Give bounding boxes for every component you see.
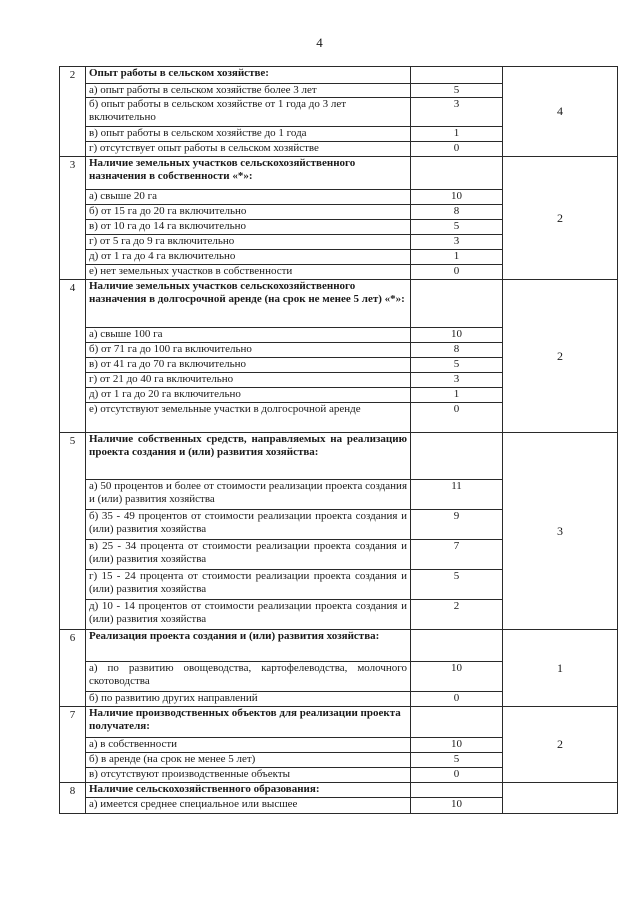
points-value: 11 <box>411 480 503 510</box>
points-value: 0 <box>411 142 503 157</box>
section-header-row <box>60 630 618 662</box>
criterion-text: д) от 1 га до 20 га включительно <box>86 388 411 403</box>
points-value: 5 <box>411 84 503 98</box>
criterion-text: е) нет земельных участков в собственности <box>86 265 411 280</box>
criterion-text: в) отсутствуют производственные объекты <box>86 768 411 783</box>
points-value: 9 <box>411 510 503 540</box>
points-value: 10 <box>411 662 503 692</box>
points-cell <box>411 707 503 738</box>
section-number: 7 <box>60 707 86 783</box>
section-header-row <box>60 157 618 190</box>
section-number: 6 <box>60 630 86 707</box>
criterion-text: а) по развитию овощеводства, картофелеводства, молочного скотоводства <box>86 662 411 692</box>
criterion-text: б) от 71 га до 100 га включительно <box>86 343 411 358</box>
weight-cell: 1 <box>503 630 618 707</box>
points-cell <box>411 783 503 798</box>
points-value: 5 <box>411 358 503 373</box>
points-value: 3 <box>411 98 503 127</box>
points-value: 3 <box>411 373 503 388</box>
section-title: Наличие земельных участков сельскохозяйственного назначения в долгосрочной аренде (на срок не менее 5 лет) «*»: <box>86 280 411 328</box>
points-value: 1 <box>411 250 503 265</box>
points-cell <box>411 630 503 662</box>
criterion-text: е) отсутствуют земельные участки в долгосрочной аренде <box>86 403 411 433</box>
criterion-text: в) 25 - 34 процента от стоимости реализации проекта создания и (или) развития хозяйства <box>86 540 411 570</box>
points-cell <box>411 433 503 480</box>
points-value: 5 <box>411 753 503 768</box>
section-number: 2 <box>60 67 86 157</box>
criterion-text: г) отсутствует опыт работы в сельском хозяйстве <box>86 142 411 157</box>
section-title: Опыт работы в сельском хозяйстве: <box>86 67 411 84</box>
section-number: 3 <box>60 157 86 280</box>
points-value: 5 <box>411 220 503 235</box>
section-header-row <box>60 280 618 328</box>
points-value: 8 <box>411 205 503 220</box>
section-header-row <box>60 783 618 798</box>
criterion-text: б) от 15 га до 20 га включительно <box>86 205 411 220</box>
points-value: 3 <box>411 235 503 250</box>
weight-cell: 3 <box>503 433 618 630</box>
criterion-text: б) по развитию других направлений <box>86 692 411 707</box>
points-value: 0 <box>411 265 503 280</box>
section-title: Наличие сельскохозяйственного образования: <box>86 783 411 798</box>
weight-cell: 2 <box>503 280 618 433</box>
section-number: 5 <box>60 433 86 630</box>
points-cell <box>411 157 503 190</box>
points-value: 2 <box>411 600 503 630</box>
criterion-text: д) от 1 га до 4 га включительно <box>86 250 411 265</box>
criterion-text: в) от 41 га до 70 га включительно <box>86 358 411 373</box>
weight-cell <box>503 783 618 814</box>
criterion-text: а) свыше 20 га <box>86 190 411 205</box>
section-header-row <box>60 67 618 84</box>
criterion-text: г) от 21 до 40 га включительно <box>86 373 411 388</box>
points-value: 1 <box>411 127 503 142</box>
criterion-text: а) имеется среднее специальное или высшее <box>86 798 411 814</box>
criterion-text: а) свыше 100 га <box>86 328 411 343</box>
criterion-text: а) в собственности <box>86 738 411 753</box>
points-value: 10 <box>411 190 503 205</box>
points-value: 0 <box>411 403 503 433</box>
criterion-text: а) опыт работы в сельском хозяйстве более 3 лет <box>86 84 411 98</box>
criterion-text: г) 15 - 24 процента от стоимости реализации проекта создания и (или) развития хозяйства <box>86 570 411 600</box>
criterion-text: в) от 10 га до 14 га включительно <box>86 220 411 235</box>
section-title: Наличие собственных средств, направляемых на реализацию проекта создания и (или) развития хозяйства: <box>86 433 411 480</box>
section-header-row <box>60 433 618 480</box>
criterion-text: б) опыт работы в сельском хозяйстве от 1 года до 3 лет включительно <box>86 98 411 127</box>
weight-cell: 4 <box>503 67 618 157</box>
points-cell <box>411 280 503 328</box>
points-value: 10 <box>411 328 503 343</box>
page-number: 4 <box>316 35 323 50</box>
criterion-text: в) опыт работы в сельском хозяйстве до 1 года <box>86 127 411 142</box>
weight-cell: 2 <box>503 157 618 280</box>
section-title: Наличие производственных объектов для реализации проекта получателя: <box>86 707 411 738</box>
points-value: 7 <box>411 540 503 570</box>
section-number: 4 <box>60 280 86 433</box>
points-value: 0 <box>411 768 503 783</box>
criterion-text: б) в аренде (на срок не менее 5 лет) <box>86 753 411 768</box>
points-cell <box>411 67 503 84</box>
criterion-text: д) 10 - 14 процентов от стоимости реализации проекта создания и (или) развития хозяйства <box>86 600 411 630</box>
section-header-row <box>60 707 618 738</box>
section-number: 8 <box>60 783 86 814</box>
points-value: 10 <box>411 738 503 753</box>
points-value: 5 <box>411 570 503 600</box>
section-title: Наличие земельных участков сельскохозяйственного назначения в собственности «*»: <box>86 157 411 190</box>
criterion-text: б) 35 - 49 процентов от стоимости реализации проекта создания и (или) развития хозяйства <box>86 510 411 540</box>
points-value: 8 <box>411 343 503 358</box>
criterion-text: а) 50 процентов и более от стоимости реализации проекта создания и (или) развития хозяйства <box>86 480 411 510</box>
criteria-table <box>59 66 618 814</box>
points-value: 0 <box>411 692 503 707</box>
section-title: Реализация проекта создания и (или) развития хозяйства: <box>86 630 411 662</box>
points-value: 10 <box>411 798 503 814</box>
criterion-text: г) от 5 га до 9 га включительно <box>86 235 411 250</box>
points-value: 1 <box>411 388 503 403</box>
weight-cell: 2 <box>503 707 618 783</box>
